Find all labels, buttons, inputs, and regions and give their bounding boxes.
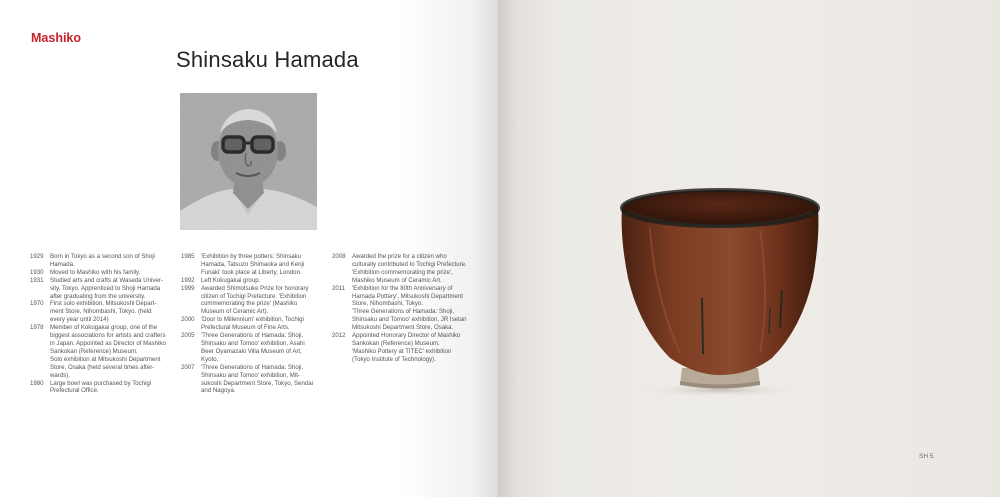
bio-year: 2000	[181, 316, 195, 324]
bio-text: Awarded the prize for a citizen who culturally contributed to Tochigi Prefecture. 'Exhibition commemorating the prize', Mashiko Museum of Ceramic Art.	[352, 253, 467, 284]
bio-entry	[332, 332, 472, 364]
bio-entry	[181, 285, 321, 317]
biography-column-1	[30, 253, 170, 395]
tea-bowl-photo	[610, 178, 830, 398]
bio-entry	[30, 253, 170, 269]
section-label: Mashiko	[31, 31, 82, 45]
bio-text: Large bowl was purchased by Tochigi Prefectural Office.	[50, 379, 152, 395]
bio-entry	[181, 316, 321, 332]
page-number: SH 5	[919, 453, 934, 460]
bio-text: Studied arts and crafts at Waseda Univer- sity, Tokyo. Apprenticed to Shoji Hamada after graduating from the university.	[50, 276, 163, 300]
bio-year: 2011	[332, 284, 346, 292]
left-page	[0, 0, 498, 497]
bio-entry	[181, 364, 321, 396]
bio-entry	[181, 332, 321, 364]
bio-year: 1980	[30, 379, 44, 387]
bio-text: 'Three Generations of Hamada: Shoji, Shinsaku and Tomoo' exhibition, Mit- sukoshi Department Store, Tokyo, Sendai and Nagoya.	[201, 363, 314, 395]
bio-year: 1929	[30, 253, 44, 260]
bio-year: 2008	[332, 253, 346, 260]
bio-year: 1930	[30, 268, 44, 276]
bio-text: Moved to Mashiko with his family.	[50, 268, 141, 276]
bio-text: First solo exhibition, Mitsukoshi Depart- ment Store, Nihombashi, Tokyo. (held every year until 2014)	[50, 300, 157, 324]
bio-year: 1978	[30, 324, 44, 332]
portrait-illustration	[180, 93, 317, 230]
bio-text: Appointed Honorary Director of Mashiko Sankokan (Reference) Museum. 'Mashiko Pottery at TITEC' exhibition (Tokyo Institute of Technology).	[352, 332, 461, 363]
bio-text: 'Exhibition for the 80th Anniversary of Hamada Pottery', Mitsukoshi Department Store, Nihombashi, Tokyo. 'Three Generations of Hamada: Shoji, Shinsaku and Tomoo' exhibition, JR Isetan Mitsukoshi Department Store, Osaka.	[352, 284, 467, 332]
bio-entry	[332, 253, 472, 285]
bio-text: 'Three Generations of Hamada: Shoji, Shinsaku and Tomoo' exhibition, Asahi Beer Oyamazaki Villa Museum of Art, Kyoto.	[201, 332, 305, 363]
biography-column-2	[181, 253, 321, 395]
bio-year: 1931	[30, 276, 44, 284]
bio-text: Left Kokugakai group.	[201, 276, 261, 284]
tea-bowl-illustration	[610, 178, 830, 398]
bio-entry	[30, 269, 170, 277]
bio-year: 1970	[30, 300, 44, 308]
bio-entry	[181, 277, 321, 285]
bio-year: 2005	[181, 332, 195, 340]
bio-text: 'Exhibition by three potters: Shinsaku Hamada, Tatsuzo Shimaoka and Kenji Funaki' took place at Liberty, London.	[201, 253, 305, 276]
bio-year: 1985	[181, 253, 195, 260]
bio-entry	[30, 277, 170, 301]
bio-text: 'Door to Millennium' exhibition, Tochigi Prefectural Museum of Fine Arts.	[201, 316, 304, 332]
bio-year: 1992	[181, 276, 195, 284]
bio-year: 1999	[181, 284, 195, 292]
bio-entry	[30, 300, 170, 324]
bio-entry	[332, 285, 472, 332]
artist-portrait-photo	[180, 93, 317, 230]
bio-entry	[30, 324, 170, 379]
bio-text: Born in Tokyo as a second son of Shoji Hamada.	[50, 253, 155, 268]
bio-text: Member of Kokugakai group, one of the biggest associations for artists and crafters in Japan. Appointed as Director of Mashiko Sankokan (Reference) Museum. Solo exhibition at Mitsukoshi Department Store, Osaka (held several times after- wards).	[50, 324, 166, 379]
bio-entry	[30, 380, 170, 396]
bio-text: Awarded Shimotsuke Prize for honorary citizen of Tochigi Prefecture. 'Exhibition commemorating the prize' (Mashiko Museum of Ceramic Art).	[201, 284, 309, 316]
biography-column-3	[332, 253, 472, 364]
bio-year: 2007	[181, 363, 195, 371]
artist-name-title: Shinsaku Hamada	[176, 47, 359, 72]
bio-entry	[181, 253, 321, 277]
bio-year: 2012	[332, 332, 346, 340]
